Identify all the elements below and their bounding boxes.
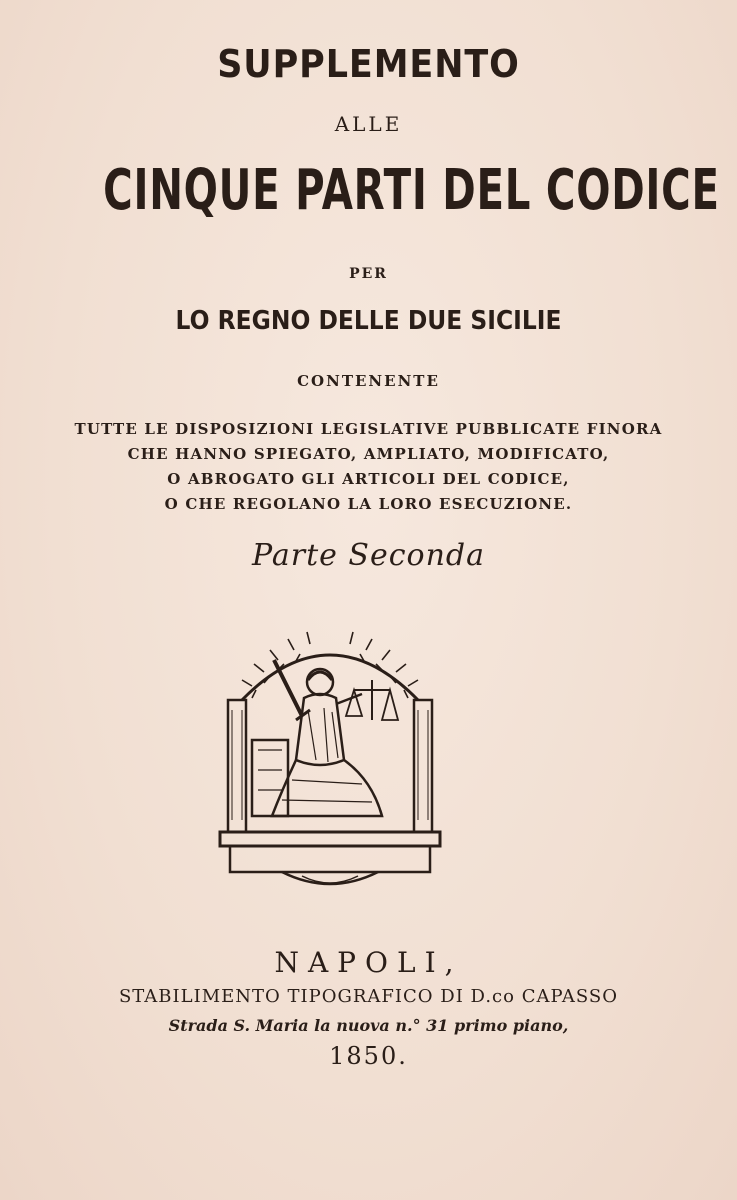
imprint-address: Strada S. Maria la nuova n.° 31 primo piano, [168,1016,569,1035]
imprint-city: NAPOLI, [274,946,463,979]
description-line-4: O CHE REGOLANO LA LORO ESECUZIONE. [164,495,573,513]
contenente-label: CONTENENTE [297,372,440,390]
imprint-publisher: STABILIMENTO TIPOGRAFICO DI D.co CAPASSO [118,986,619,1007]
description-line-2: CHE HANNO SPIEGATO, AMPLIATO, MODIFICATO, [127,445,610,463]
justice-vignette-icon [212,620,448,896]
title-regno: LO REGNO DELLE DUE SICILIE [175,306,562,336]
title-cinque-parti: CINQUE PARTI DEL CODICE [103,158,720,223]
description-line-1: TUTTE LE DISPOSIZIONI LEGISLATIVE PUBBLICATE FINORA [74,420,663,438]
title-supplemento: SUPPLEMENTO [217,42,520,86]
title-alle: ALLE [334,112,403,136]
title-per: PER [349,266,388,282]
part-title: Parte Seconda [252,538,485,573]
description-line-3: O ABROGATO GLI ARTICOLI DEL CODICE, [167,470,570,488]
imprint-year: 1850. [329,1042,408,1070]
